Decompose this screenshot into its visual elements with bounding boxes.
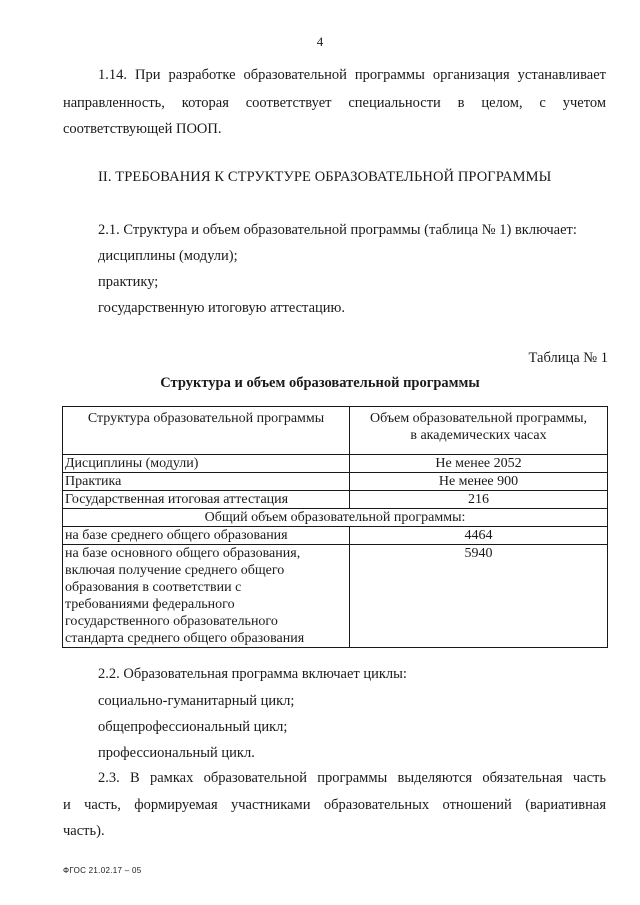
- para-2-1-item: практику;: [98, 274, 159, 290]
- structure-table: [62, 406, 608, 648]
- para-2-1-item: государственную итоговую аттестацию.: [98, 300, 345, 316]
- table-header-volume: [350, 407, 608, 455]
- table-cell-label-line: государственного образовательного: [65, 614, 278, 629]
- table-header-volume-line-2: в академических часах: [410, 428, 547, 443]
- para-2-2-item: социально-гуманитарный цикл;: [98, 693, 295, 709]
- table-cell-value: Не менее 2052: [350, 455, 608, 473]
- table-row: [63, 527, 608, 545]
- section-title: II. ТРЕБОВАНИЯ К СТРУКТУРЕ ОБРАЗОВАТЕЛЬНОЙ ПРОГРАММЫ: [98, 169, 552, 185]
- table-cell-label: Государственная итоговая аттестация: [63, 491, 350, 509]
- table-total-label: Общий объем образовательной программы:: [63, 509, 608, 527]
- table-cell-label: [63, 545, 350, 648]
- para-2-1-intro: 2.1. Структура и объем образовательной программы (таблица № 1) включает:: [98, 222, 577, 238]
- para-2-3-line-3: часть).: [63, 823, 105, 839]
- table-row: [63, 545, 608, 648]
- table-header-structure: [63, 407, 350, 455]
- para-1-14-line-1: 1.14. При разработке образовательной программы организация устанавливает: [98, 67, 606, 83]
- table-cell-label-line: требованиями федерального: [65, 597, 235, 612]
- para-2-2-item: профессиональный цикл.: [98, 745, 255, 761]
- table-cell-label: Дисциплины (модули): [63, 455, 350, 473]
- para-1-14-line-2: направленность, которая соответствует специальности в целом, с учетом: [63, 95, 606, 111]
- table-cell-label-line: образования в соответствии с: [65, 580, 242, 595]
- table-header-structure-label: Структура образовательной программы: [87, 411, 325, 426]
- para-1-14-line-3: соответствующей ПООП.: [63, 121, 222, 137]
- table-row: [63, 473, 608, 491]
- para-2-3-line-2: и часть, формируемая участниками образовательных отношений (вариативная: [63, 797, 606, 813]
- table-cell-value: 4464: [350, 527, 608, 545]
- para-2-2-item: общепрофессиональный цикл;: [98, 719, 288, 735]
- table-header-row: [63, 407, 608, 455]
- table-cell-label-line: на базе основного общего образования,: [65, 546, 301, 561]
- table-cell-label-line: стандарта среднего общего образования: [65, 631, 305, 646]
- table-cell-label: Практика: [63, 473, 350, 491]
- table-title: Структура и объем образовательной программы: [160, 375, 480, 391]
- para-2-3-line-1: 2.3. В рамках образовательной программы выделяются обязательная часть: [98, 770, 606, 786]
- table-cell-value: Не менее 900: [350, 473, 608, 491]
- table-cell-label: на базе среднего общего образования: [63, 527, 350, 545]
- table-cell-value: 5940: [350, 545, 608, 648]
- table-total-row: [63, 509, 608, 527]
- table-row: [63, 455, 608, 473]
- table-cell-value: 216: [350, 491, 608, 509]
- table-cell-label-line: включая получение среднего общего: [65, 563, 285, 578]
- table-row: [63, 491, 608, 509]
- table-header-volume-line-1: Объем образовательной программы,: [369, 411, 588, 426]
- footer-code: ФГОС 21.02.17 – 05: [63, 866, 142, 875]
- table-number-label: Таблица № 1: [528, 350, 608, 366]
- para-2-2-intro: 2.2. Образовательная программа включает циклы:: [98, 666, 407, 682]
- para-2-1-item: дисциплины (модули);: [98, 248, 238, 264]
- page-number: 4: [316, 34, 324, 49]
